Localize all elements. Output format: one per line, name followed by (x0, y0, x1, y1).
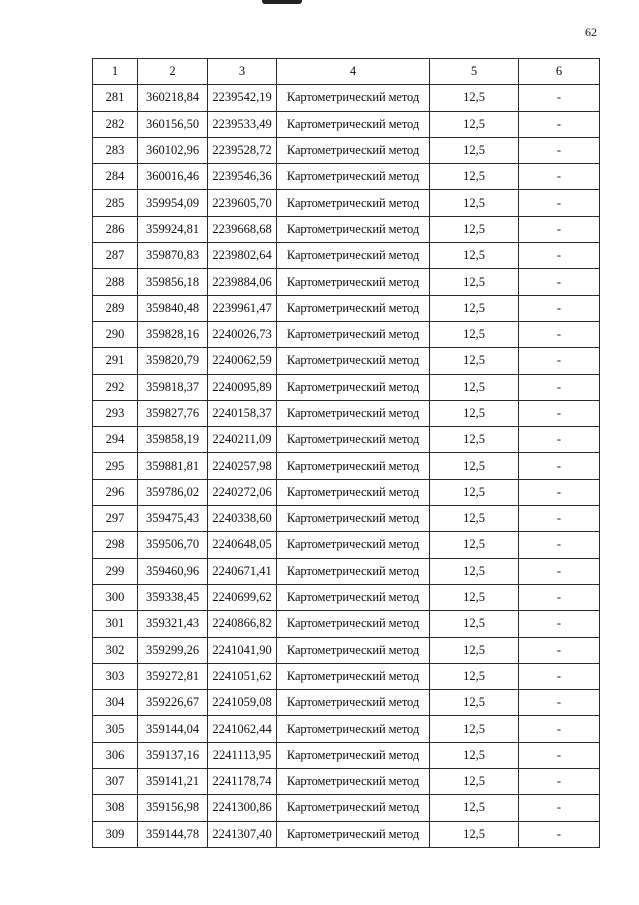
cell-y-coordinate: 2240062,59 (208, 348, 277, 374)
cell-x-coordinate: 359144,78 (138, 821, 208, 847)
cell-accuracy: 12,5 (430, 769, 519, 795)
cell-description: - (519, 453, 600, 479)
cell-accuracy: 12,5 (430, 164, 519, 190)
cell-point-number: 286 (93, 216, 138, 242)
cell-x-coordinate: 359475,43 (138, 506, 208, 532)
table-row (93, 611, 600, 637)
cell-point-number: 291 (93, 348, 138, 374)
cell-accuracy: 12,5 (430, 479, 519, 505)
cell-y-coordinate: 2239605,70 (208, 190, 277, 216)
cell-y-coordinate: 2241062,44 (208, 716, 277, 742)
cell-description: - (519, 769, 600, 795)
cell-accuracy: 12,5 (430, 637, 519, 663)
table-row (93, 558, 600, 584)
table-row (93, 216, 600, 242)
cell-method: Картометрический метод (277, 558, 430, 584)
cell-x-coordinate: 359858,19 (138, 427, 208, 453)
cell-x-coordinate: 359924,81 (138, 216, 208, 242)
cell-point-number: 296 (93, 479, 138, 505)
cell-point-number: 308 (93, 795, 138, 821)
table-row (93, 716, 600, 742)
cell-point-number: 293 (93, 400, 138, 426)
cell-accuracy: 12,5 (430, 795, 519, 821)
table-row (93, 769, 600, 795)
cell-point-number: 300 (93, 584, 138, 610)
cell-y-coordinate: 2239668,68 (208, 216, 277, 242)
cell-method: Картометрический метод (277, 295, 430, 321)
cell-y-coordinate: 2240866,82 (208, 611, 277, 637)
cell-x-coordinate: 359338,45 (138, 584, 208, 610)
cell-accuracy: 12,5 (430, 427, 519, 453)
cell-description: - (519, 795, 600, 821)
page-number: 62 (585, 25, 597, 39)
cell-x-coordinate: 359786,02 (138, 479, 208, 505)
table-row (93, 427, 600, 453)
cell-x-coordinate: 360156,50 (138, 111, 208, 137)
cell-x-coordinate: 359881,81 (138, 453, 208, 479)
cell-accuracy: 12,5 (430, 532, 519, 558)
cell-description: - (519, 690, 600, 716)
cell-accuracy: 12,5 (430, 821, 519, 847)
table-row (93, 506, 600, 532)
cell-point-number: 294 (93, 427, 138, 453)
cell-method: Картометрический метод (277, 85, 430, 111)
cell-y-coordinate: 2239546,36 (208, 164, 277, 190)
cell-description: - (519, 85, 600, 111)
column-header-2: 2 (138, 59, 208, 85)
cell-point-number: 292 (93, 374, 138, 400)
cell-y-coordinate: 2241178,74 (208, 769, 277, 795)
cell-description: - (519, 427, 600, 453)
cell-description: - (519, 111, 600, 137)
cell-y-coordinate: 2240095,89 (208, 374, 277, 400)
cell-point-number: 298 (93, 532, 138, 558)
cell-accuracy: 12,5 (430, 85, 519, 111)
cell-point-number: 299 (93, 558, 138, 584)
cell-point-number: 305 (93, 716, 138, 742)
cell-x-coordinate: 359870,83 (138, 243, 208, 269)
cell-method: Картометрический метод (277, 216, 430, 242)
cell-accuracy: 12,5 (430, 111, 519, 137)
table-body (93, 85, 600, 848)
cell-method: Картометрический метод (277, 243, 430, 269)
cell-x-coordinate: 359226,67 (138, 690, 208, 716)
cell-accuracy: 12,5 (430, 742, 519, 768)
cell-y-coordinate: 2239961,47 (208, 295, 277, 321)
cell-y-coordinate: 2241041,90 (208, 637, 277, 663)
cell-method: Картометрический метод (277, 374, 430, 400)
cell-x-coordinate: 359856,18 (138, 269, 208, 295)
cell-y-coordinate: 2239533,49 (208, 111, 277, 137)
cell-description: - (519, 216, 600, 242)
cell-method: Картометрический метод (277, 584, 430, 610)
cell-x-coordinate: 359818,37 (138, 374, 208, 400)
cell-x-coordinate: 359299,26 (138, 637, 208, 663)
column-header-1: 1 (93, 59, 138, 85)
cell-y-coordinate: 2240272,06 (208, 479, 277, 505)
cell-x-coordinate: 359272,81 (138, 663, 208, 689)
cell-method: Картометрический метод (277, 348, 430, 374)
cell-point-number: 309 (93, 821, 138, 847)
cell-point-number: 289 (93, 295, 138, 321)
cell-accuracy: 12,5 (430, 321, 519, 347)
cell-x-coordinate: 359156,98 (138, 795, 208, 821)
cell-method: Картометрический метод (277, 769, 430, 795)
cell-point-number: 283 (93, 137, 138, 163)
cell-description: - (519, 400, 600, 426)
cell-method: Картометрический метод (277, 716, 430, 742)
cell-description: - (519, 243, 600, 269)
table-row (93, 85, 600, 111)
scan-mark (262, 0, 302, 4)
cell-y-coordinate: 2240671,41 (208, 558, 277, 584)
cell-method: Картометрический метод (277, 532, 430, 558)
cell-point-number: 287 (93, 243, 138, 269)
cell-accuracy: 12,5 (430, 190, 519, 216)
cell-accuracy: 12,5 (430, 584, 519, 610)
table-row (93, 821, 600, 847)
cell-description: - (519, 321, 600, 347)
table-row (93, 164, 600, 190)
cell-x-coordinate: 360218,84 (138, 85, 208, 111)
cell-accuracy: 12,5 (430, 690, 519, 716)
cell-point-number: 304 (93, 690, 138, 716)
cell-method: Картометрический метод (277, 164, 430, 190)
cell-description: - (519, 558, 600, 584)
cell-x-coordinate: 359827,76 (138, 400, 208, 426)
cell-accuracy: 12,5 (430, 716, 519, 742)
cell-y-coordinate: 2239528,72 (208, 137, 277, 163)
cell-description: - (519, 637, 600, 663)
cell-description: - (519, 164, 600, 190)
cell-point-number: 302 (93, 637, 138, 663)
cell-x-coordinate: 359321,43 (138, 611, 208, 637)
cell-method: Картометрический метод (277, 321, 430, 347)
cell-description: - (519, 269, 600, 295)
column-header-6: 6 (519, 59, 600, 85)
table-row (93, 190, 600, 216)
cell-accuracy: 12,5 (430, 558, 519, 584)
table-row (93, 321, 600, 347)
cell-description: - (519, 295, 600, 321)
cell-accuracy: 12,5 (430, 137, 519, 163)
cell-description: - (519, 137, 600, 163)
cell-x-coordinate: 359954,09 (138, 190, 208, 216)
cell-method: Картометрический метод (277, 663, 430, 689)
cell-description: - (519, 611, 600, 637)
cell-point-number: 288 (93, 269, 138, 295)
table-row (93, 742, 600, 768)
table-header (93, 59, 600, 85)
table-row (93, 795, 600, 821)
cell-description: - (519, 663, 600, 689)
cell-point-number: 301 (93, 611, 138, 637)
cell-point-number: 281 (93, 85, 138, 111)
cell-description: - (519, 506, 600, 532)
cell-description: - (519, 479, 600, 505)
table-row (93, 532, 600, 558)
cell-point-number: 307 (93, 769, 138, 795)
cell-y-coordinate: 2241051,62 (208, 663, 277, 689)
cell-point-number: 282 (93, 111, 138, 137)
cell-description: - (519, 584, 600, 610)
cell-method: Картометрический метод (277, 821, 430, 847)
cell-y-coordinate: 2241059,08 (208, 690, 277, 716)
table-row (93, 137, 600, 163)
cell-method: Картометрический метод (277, 690, 430, 716)
cell-y-coordinate: 2241307,40 (208, 821, 277, 847)
cell-description: - (519, 742, 600, 768)
table-row (93, 243, 600, 269)
cell-y-coordinate: 2240257,98 (208, 453, 277, 479)
cell-accuracy: 12,5 (430, 611, 519, 637)
table-row (93, 348, 600, 374)
cell-method: Картометрический метод (277, 506, 430, 532)
cell-y-coordinate: 2240026,73 (208, 321, 277, 347)
cell-method: Картометрический метод (277, 479, 430, 505)
cell-point-number: 290 (93, 321, 138, 347)
table-row (93, 453, 600, 479)
cell-accuracy: 12,5 (430, 400, 519, 426)
cell-description: - (519, 374, 600, 400)
cell-method: Картометрический метод (277, 190, 430, 216)
cell-method: Картометрический метод (277, 742, 430, 768)
cell-accuracy: 12,5 (430, 243, 519, 269)
cell-accuracy: 12,5 (430, 348, 519, 374)
table-row (93, 111, 600, 137)
cell-y-coordinate: 2240338,60 (208, 506, 277, 532)
cell-method: Картометрический метод (277, 611, 430, 637)
cell-method: Картометрический метод (277, 111, 430, 137)
cell-y-coordinate: 2241113,95 (208, 742, 277, 768)
cell-x-coordinate: 359828,16 (138, 321, 208, 347)
table-row (93, 663, 600, 689)
cell-accuracy: 12,5 (430, 269, 519, 295)
cell-x-coordinate: 359141,21 (138, 769, 208, 795)
cell-y-coordinate: 2240211,09 (208, 427, 277, 453)
cell-y-coordinate: 2240699,62 (208, 584, 277, 610)
cell-x-coordinate: 360102,96 (138, 137, 208, 163)
cell-accuracy: 12,5 (430, 663, 519, 689)
cell-y-coordinate: 2240158,37 (208, 400, 277, 426)
cell-point-number: 297 (93, 506, 138, 532)
header-row (93, 59, 600, 85)
cell-accuracy: 12,5 (430, 453, 519, 479)
cell-x-coordinate: 359820,79 (138, 348, 208, 374)
cell-method: Картометрический метод (277, 137, 430, 163)
cell-method: Картометрический метод (277, 795, 430, 821)
column-header-5: 5 (430, 59, 519, 85)
coordinates-table (92, 58, 600, 848)
cell-point-number: 284 (93, 164, 138, 190)
cell-description: - (519, 348, 600, 374)
cell-accuracy: 12,5 (430, 295, 519, 321)
cell-x-coordinate: 359144,04 (138, 716, 208, 742)
table-row (93, 269, 600, 295)
cell-description: - (519, 190, 600, 216)
table-row (93, 295, 600, 321)
table-row (93, 637, 600, 663)
table-row (93, 584, 600, 610)
cell-y-coordinate: 2239802,64 (208, 243, 277, 269)
table-row (93, 374, 600, 400)
cell-method: Картометрический метод (277, 269, 430, 295)
cell-y-coordinate: 2240648,05 (208, 532, 277, 558)
cell-point-number: 285 (93, 190, 138, 216)
column-header-3: 3 (208, 59, 277, 85)
table-row (93, 479, 600, 505)
cell-method: Картометрический метод (277, 453, 430, 479)
cell-description: - (519, 821, 600, 847)
cell-point-number: 306 (93, 742, 138, 768)
cell-point-number: 303 (93, 663, 138, 689)
cell-x-coordinate: 359840,48 (138, 295, 208, 321)
cell-x-coordinate: 359506,70 (138, 532, 208, 558)
cell-y-coordinate: 2239542,19 (208, 85, 277, 111)
cell-method: Картометрический метод (277, 637, 430, 663)
table-row (93, 690, 600, 716)
cell-accuracy: 12,5 (430, 506, 519, 532)
column-header-4: 4 (277, 59, 430, 85)
cell-description: - (519, 716, 600, 742)
cell-point-number: 295 (93, 453, 138, 479)
cell-method: Картометрический метод (277, 427, 430, 453)
cell-y-coordinate: 2239884,06 (208, 269, 277, 295)
cell-accuracy: 12,5 (430, 374, 519, 400)
cell-x-coordinate: 359460,96 (138, 558, 208, 584)
cell-description: - (519, 532, 600, 558)
cell-accuracy: 12,5 (430, 216, 519, 242)
cell-x-coordinate: 360016,46 (138, 164, 208, 190)
cell-x-coordinate: 359137,16 (138, 742, 208, 768)
cell-y-coordinate: 2241300,86 (208, 795, 277, 821)
cell-method: Картометрический метод (277, 400, 430, 426)
table-row (93, 400, 600, 426)
